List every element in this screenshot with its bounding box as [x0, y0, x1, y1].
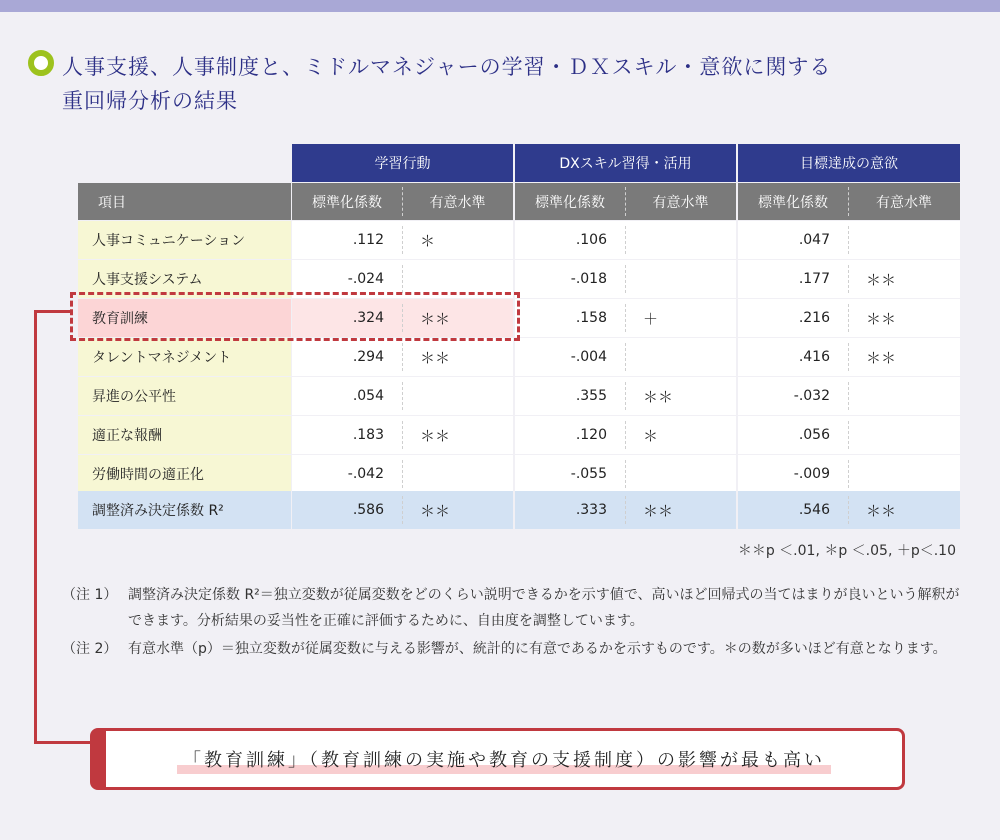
cell-divider — [402, 496, 403, 524]
connector-line — [34, 310, 70, 313]
significance-cell: ＊＊ — [402, 491, 513, 529]
coefficient-cell: .324 — [292, 299, 402, 337]
row-label: 適正な報酬 — [78, 416, 291, 454]
item-header: 項目 — [78, 183, 291, 220]
cell-divider — [402, 226, 403, 254]
cell-divider — [625, 382, 626, 410]
coefficient-cell: .183 — [292, 416, 402, 454]
cell-divider — [848, 304, 849, 332]
table-row — [78, 221, 960, 259]
cell-divider — [402, 382, 403, 410]
note-number: （注 2） — [62, 641, 118, 657]
coefficient-cell: .216 — [738, 299, 848, 337]
note-text: 調整済み決定係数 R²＝独立変数が従属変数をどのくらい説明できるかを示す値で、高いほど回帰式の当てはまりが良いという解釈ができます。分析結果の妥当性を正確に評価するために、自由度を調整しています。 — [128, 587, 960, 629]
coefficient-cell: .047 — [738, 221, 848, 259]
row-label: 人事コミュニケーション — [78, 221, 291, 259]
title-line-2: 重回帰分析の結果 — [62, 89, 238, 113]
cell-divider — [625, 421, 626, 449]
coefficient-cell: .112 — [292, 221, 402, 259]
significance-cell: ＊ — [402, 221, 513, 259]
coefficient-cell: .054 — [292, 377, 402, 415]
significance-cell: ＊ — [625, 416, 736, 454]
significance-cell: ＊＊ — [848, 338, 960, 376]
coefficient-cell: -.018 — [515, 260, 625, 298]
significance-cell — [848, 377, 960, 415]
sub-header: 標準化係数 — [738, 183, 848, 220]
coefficient-cell: -.009 — [738, 455, 848, 493]
note — [62, 582, 962, 634]
coefficient-cell: .120 — [515, 416, 625, 454]
row-label: 調整済み決定係数 R² — [78, 491, 291, 529]
significance-cell — [625, 455, 736, 493]
significance-cell — [848, 455, 960, 493]
significance-cell — [402, 455, 513, 493]
group-header-dx: DXスキル習得・活用 — [515, 144, 736, 182]
cell-divider — [625, 304, 626, 332]
cell-divider — [625, 496, 626, 524]
connector-line — [34, 310, 37, 744]
group-header-learning: 学習行動 — [292, 144, 513, 182]
header-divider — [402, 187, 403, 216]
callout-box — [90, 728, 905, 790]
cell-divider — [402, 460, 403, 488]
row-label: 人事支援システム — [78, 260, 291, 298]
coefficient-cell: -.055 — [515, 455, 625, 493]
coefficient-cell: .355 — [515, 377, 625, 415]
connector-line — [34, 741, 90, 744]
group-header-motivation: 目標達成の意欲 — [738, 144, 960, 182]
row-label: 労働時間の適正化 — [78, 455, 291, 493]
note — [62, 636, 962, 662]
notes — [62, 582, 962, 664]
coefficient-cell: -.004 — [515, 338, 625, 376]
cell-divider — [402, 343, 403, 371]
sub-header: 標準化係数 — [292, 183, 402, 220]
top-bar — [0, 0, 1000, 12]
significance-cell: ＊＊ — [848, 491, 960, 529]
sub-header: 標準化係数 — [515, 183, 625, 220]
bullet-circle-icon — [28, 50, 54, 76]
significance-cell — [848, 221, 960, 259]
row-label: タレントマネジメント — [78, 338, 291, 376]
coefficient-cell: .333 — [515, 491, 625, 529]
note-number: （注 1） — [62, 587, 118, 603]
sub-header: 有意水準 — [402, 183, 513, 220]
cell-divider — [402, 421, 403, 449]
significance-cell — [625, 338, 736, 376]
cell-divider — [625, 265, 626, 293]
cell-divider — [625, 343, 626, 371]
coefficient-cell: -.042 — [292, 455, 402, 493]
highlight-dashed-box — [70, 292, 520, 341]
significance-cell: ＊＊ — [848, 260, 960, 298]
coefficient-cell: -.032 — [738, 377, 848, 415]
cell-divider — [848, 496, 849, 524]
row-label: 教育訓練 — [78, 299, 291, 337]
coefficient-cell: .546 — [738, 491, 848, 529]
cell-divider — [848, 265, 849, 293]
coefficient-cell: .056 — [738, 416, 848, 454]
significance-cell — [625, 221, 736, 259]
significance-cell: ＋ — [625, 299, 736, 337]
coefficient-cell: .294 — [292, 338, 402, 376]
table-row — [78, 377, 960, 415]
note-text: 有意水準（p）＝独立変数が従属変数に与える影響が、統計的に有意であるかを示すものです。＊の数が多いほど有意となります。 — [128, 641, 947, 657]
sub-header: 有意水準 — [848, 183, 960, 220]
significance-cell: ＊＊ — [402, 299, 513, 337]
cell-divider — [848, 460, 849, 488]
coefficient-cell: .416 — [738, 338, 848, 376]
significance-cell: ＊＊ — [625, 377, 736, 415]
cell-divider — [625, 226, 626, 254]
page-title — [62, 50, 922, 118]
significance-cell — [848, 416, 960, 454]
cell-divider — [848, 421, 849, 449]
significance-cell — [625, 260, 736, 298]
cell-divider — [625, 460, 626, 488]
title-line-1: 人事支援、人事制度と、ミドルマネジャーの学習・ＤＸスキル・意欲に関する — [62, 55, 832, 79]
table-row — [78, 338, 960, 376]
significance-cell: ＊＊ — [848, 299, 960, 337]
significance-legend: ＊＊p ＜.01, ＊p ＜.05, ＋p＜.10 — [737, 543, 956, 559]
cell-divider — [848, 226, 849, 254]
coefficient-cell: -.024 — [292, 260, 402, 298]
header-divider — [848, 187, 849, 216]
sub-header: 有意水準 — [625, 183, 736, 220]
significance-cell: ＊＊ — [402, 338, 513, 376]
header-divider — [625, 187, 626, 216]
significance-cell: ＊＊ — [402, 416, 513, 454]
coefficient-cell: .586 — [292, 491, 402, 529]
cell-divider — [848, 343, 849, 371]
row-label: 昇進の公平性 — [78, 377, 291, 415]
coefficient-cell: .106 — [515, 221, 625, 259]
significance-cell — [402, 377, 513, 415]
table-row — [78, 455, 960, 493]
coefficient-cell: .158 — [515, 299, 625, 337]
cell-divider — [848, 382, 849, 410]
coefficient-cell: .177 — [738, 260, 848, 298]
table-row — [78, 416, 960, 454]
callout-text: 「教育訓練」（教育訓練の実施や教育の支援制度）の影響が最も高い — [177, 746, 831, 772]
table-row — [78, 491, 960, 529]
cell-divider — [402, 265, 403, 293]
significance-cell: ＊＊ — [625, 491, 736, 529]
